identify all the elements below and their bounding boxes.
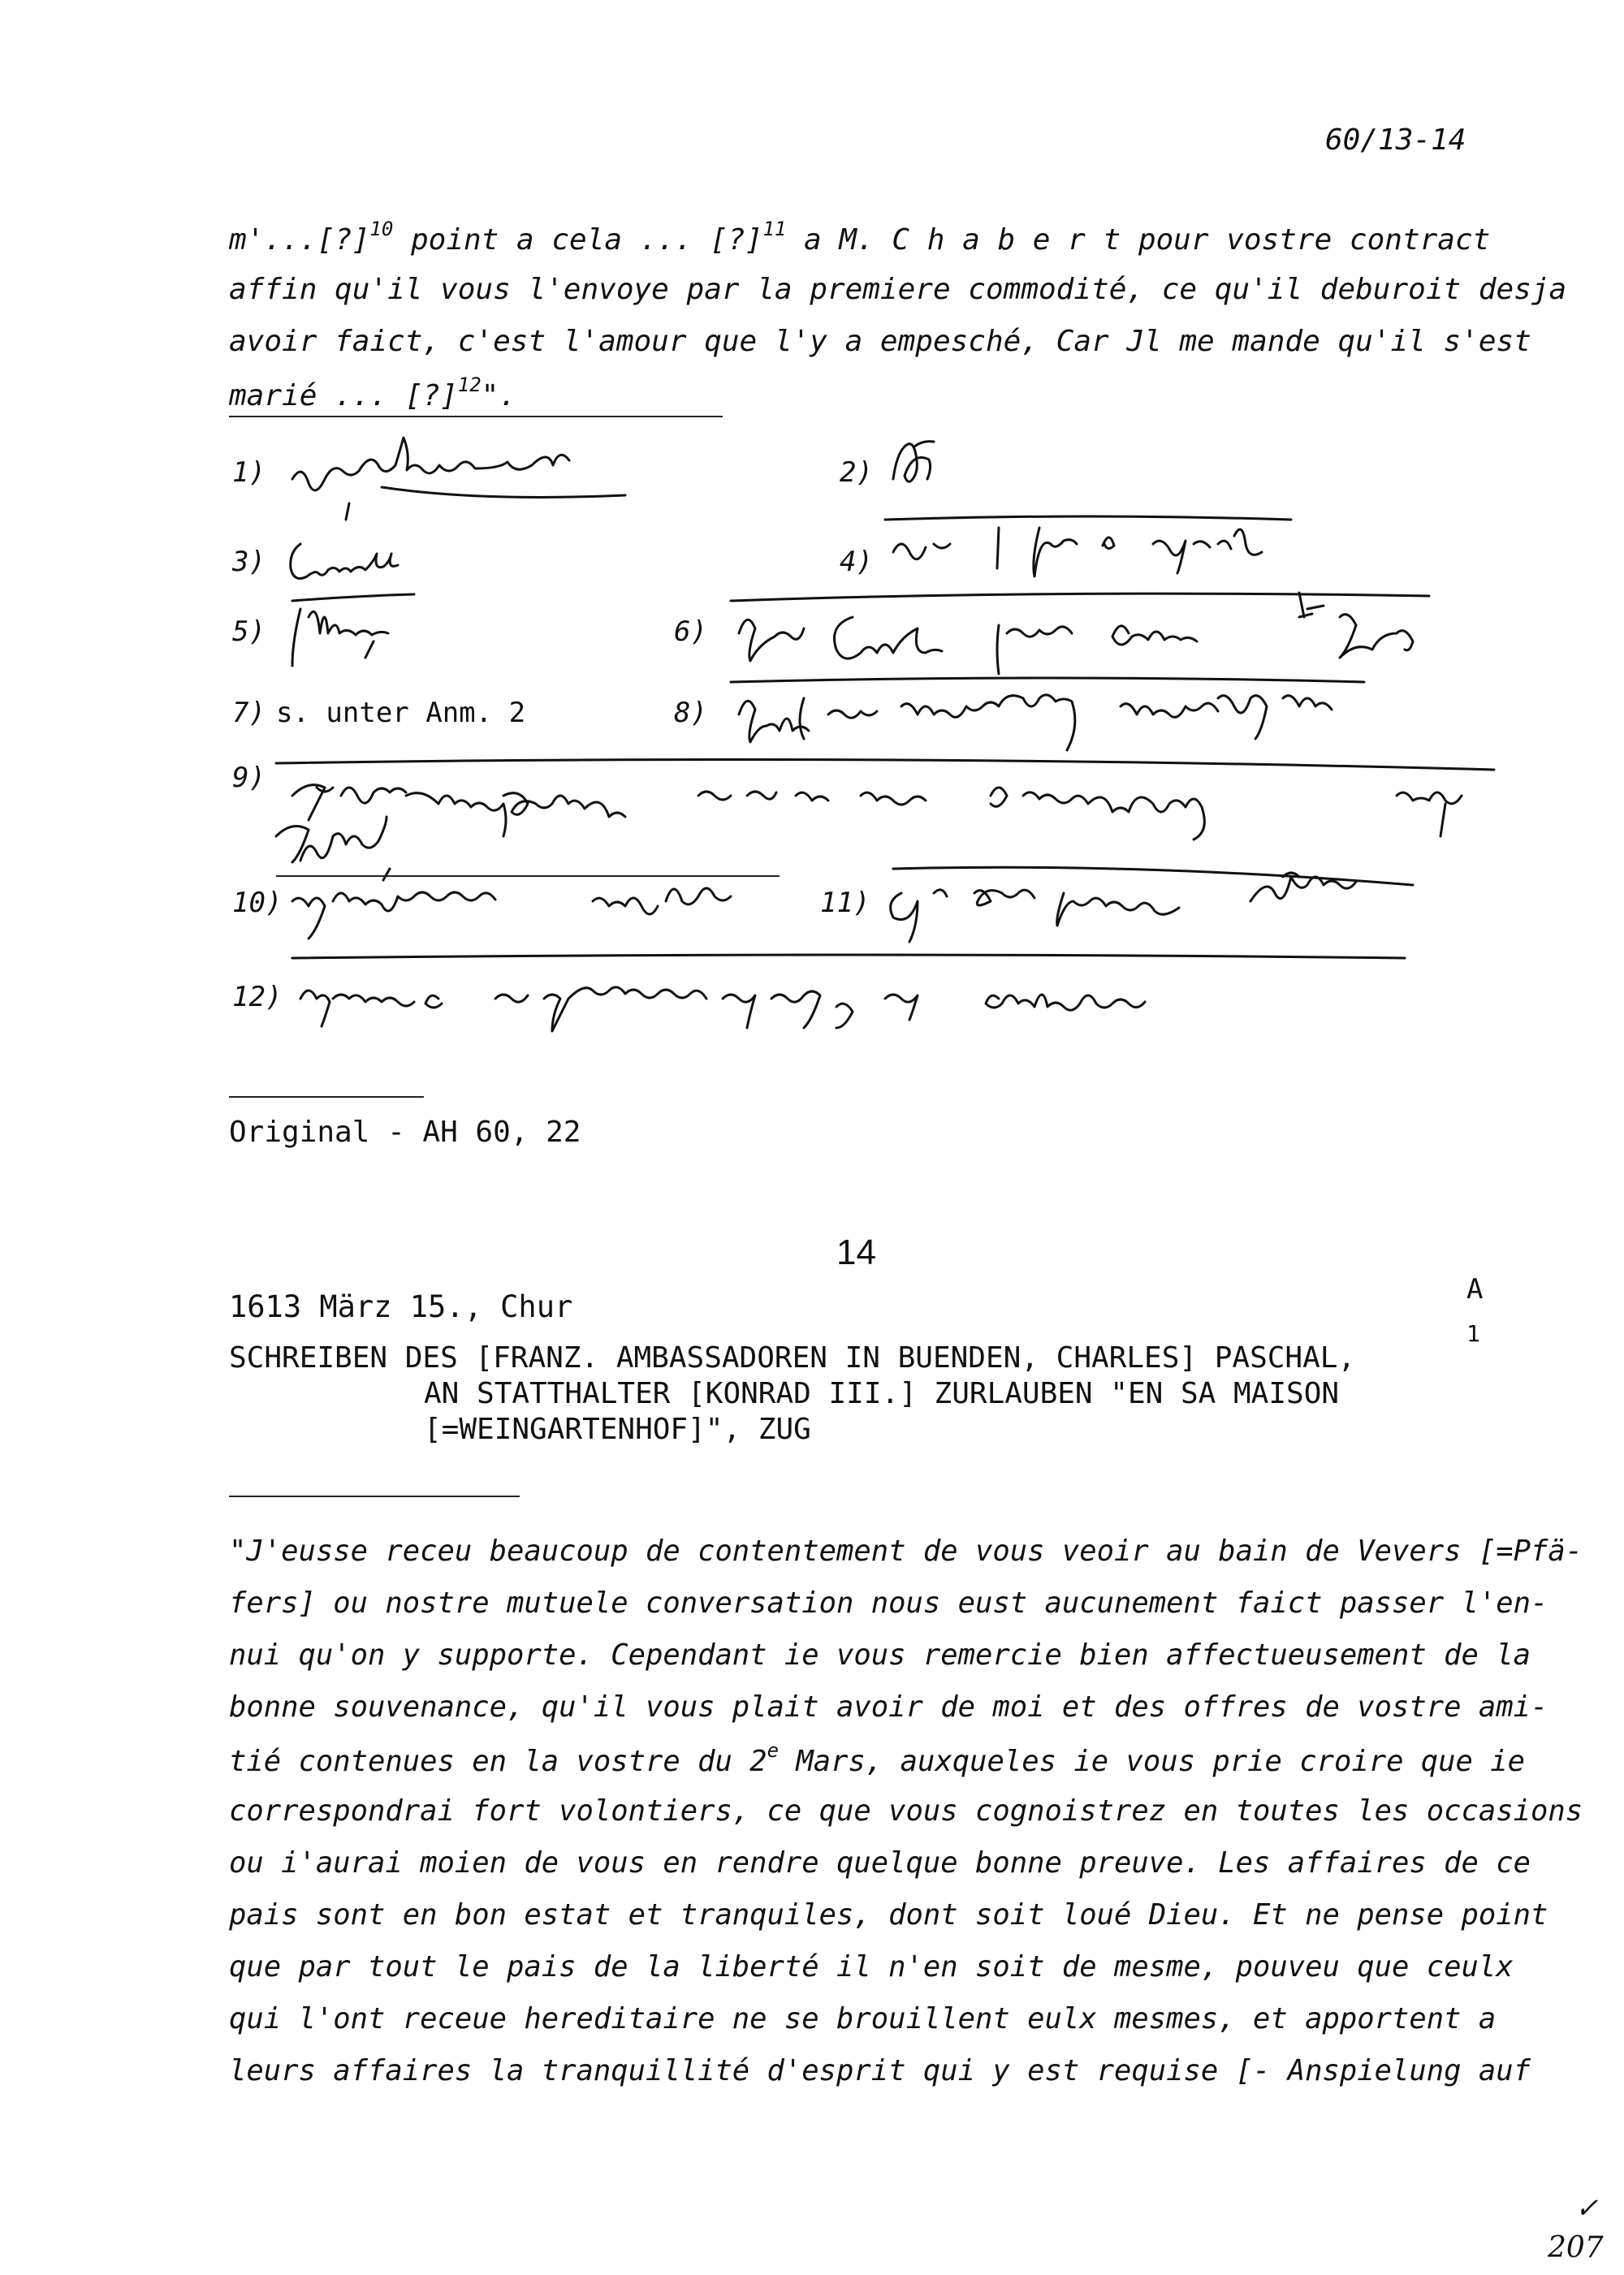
handwriting-facsimile [260,747,1510,877]
handwriting-facsimile [885,430,950,495]
letter-line: qui l'ont receue hereditaire ne se brouillent eulx mesmes, et apportent a [229,2002,1497,2035]
note-label: 2) [840,456,873,489]
handwriting-facsimile [284,869,788,942]
document-marker-a: A [1466,1273,1484,1306]
note-label: 1) [232,456,266,489]
note-label: 10) [232,887,283,919]
section-divider [229,1096,424,1098]
text-segment: tié contenues en la vostre du 2 [229,1744,767,1778]
text-segment: Mars, auxqueles ie vous prie croire que ie [779,1744,1526,1778]
letter-line: fers] ou nostre mutuele conversation nous eust aucunement faict passer l'en- [229,1586,1548,1620]
text-segment: marié ... [?] [229,379,458,412]
text-segment: ". [481,379,517,412]
note-label: 6) [674,615,707,648]
document-header-line [229,1341,1355,1375]
page-number: 60/13-14 [1325,123,1466,157]
note-label: 11) [820,887,870,919]
letter-line: leurs affaires la tranquillité d'esprit qui y est requise [- Anspielung auf [229,2054,1531,2087]
text-line [229,218,1491,257]
superscript: e [767,1739,780,1762]
check-mark: ✓ [1575,2192,1599,2225]
document-number: 14 [836,1232,876,1272]
note-label: 4) [840,546,873,578]
note-label: 3) [232,546,266,578]
handwriting-facsimile [877,861,1429,942]
text-line [229,373,517,412]
handwriting-facsimile [284,438,739,528]
text-segment: point a cela ... [?] [393,223,763,257]
footnote-ref: 10 [369,218,394,240]
letter-line: pais sont en bon estat et tranquiles, dont soit loué Dieu. Et ne pense point [229,1898,1548,1932]
footnote-ref: 12 [457,373,482,396]
note-label: 12) [232,981,283,1013]
date-place: 1613 März 15., Chur [229,1289,573,1324]
header-text: SCHREIBEN DES [FRANZ. AMBASSADOREN IN BUENDEN, CHARLES] PASCHAL [229,1341,1338,1375]
note-text: s. unter Anm. 2 [276,697,526,729]
document-header-line: [=WEINGARTENHOF]", ZUG [424,1413,811,1446]
document-header-line: AN STATTHALTER [KONRAD III.] ZURLAUBEN "EN SA MAISON [424,1377,1340,1410]
footnote-ref: 11 [762,218,787,240]
handwriting-facsimile [715,666,1380,755]
text-line: avoir faict, c'est l'amour que l'y a empesché, Car Jl me mande qu'il s'est [229,325,1531,358]
letter-divider [229,1496,520,1497]
handwriting-facsimile [877,512,1299,593]
handwriting-facsimile [276,593,422,674]
text-segment: a M. C h a b e r t pour vostre contract [786,223,1491,257]
letter-line: ou i'aurai moien de vous en rendre quelque bonne preuve. Les affaires de ce [229,1846,1531,1880]
archive-number: 207 [1548,2231,1604,2264]
handwriting-facsimile [284,950,1421,1039]
text-segment: m'...[?] [229,223,370,257]
source-reference: Original - AH 60, 22 [229,1116,581,1149]
note-label: 9) [232,762,266,794]
letter-line: correspondrai fort volontiers, ce que vous cognoistrez en toutes les occasions [229,1794,1583,1828]
letter-line: "J'eusse receu beaucoup de contentement de vous veoir au bain de Vevers [=Pfä- [229,1535,1583,1568]
letter-line: que par tout le pais de la liberté il n'en soit de mesme, pouveu que ceulx [229,1950,1514,1984]
note-label: 8) [674,697,707,729]
note-label: 5) [232,615,266,648]
letter-line [229,1739,1526,1778]
letter-line: nui qu'on y supporte. Cependant ie vous remercie bien affectueusement de la [229,1638,1531,1672]
document-marker-1: 1 [1466,1320,1480,1347]
header-comma: , [1337,1341,1356,1375]
letter-line: bonne souvenance, qu'il vous plait avoir de moi et des offres de vostre ami- [229,1690,1548,1724]
handwriting-facsimile [284,528,463,593]
text-line: affin qu'il vous l'envoye par la premiere commodité, ce qu'il deburoit desja [229,273,1567,306]
note-label: 7) [232,697,266,729]
notes-divider [229,416,723,417]
